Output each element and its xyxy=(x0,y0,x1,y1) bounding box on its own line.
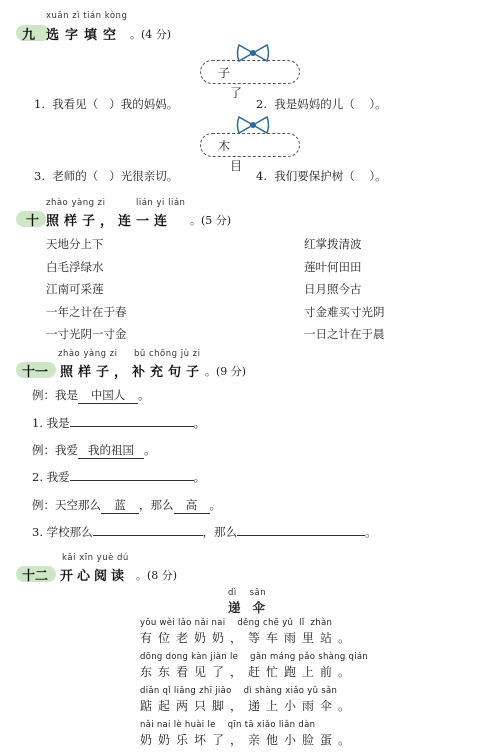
phrase-right[interactable]: 日月照今古 xyxy=(304,282,362,296)
pair-char: 木 xyxy=(217,139,230,153)
answer-blank[interactable] xyxy=(70,480,194,481)
sec9-title: 选字填空 xyxy=(46,28,123,43)
fill-item: 4. 我们要保护树（ ）。 xyxy=(256,169,387,183)
poem-line-pinyin: yǒu wèi lǎo nǎi nai děng chē yǔ lǐ zhàn xyxy=(140,618,333,628)
fill-item: 1. 我看见（ ）我的妈妈。 xyxy=(34,97,179,111)
sec10-pinyin: lián yi lián xyxy=(136,198,186,208)
pair-char: 目 xyxy=(229,159,242,173)
sec11-title: 照样子，补充句子 xyxy=(60,365,205,380)
pair-char: 了 xyxy=(229,86,242,100)
question-1: 1. 我是 。 xyxy=(32,416,206,430)
poem-title-pinyin: dì sǎn xyxy=(228,588,267,598)
sec10-score: 。(5 分) xyxy=(190,214,232,227)
poem-line: 踮起两只脚，递上小雨伞。 xyxy=(140,699,357,713)
sec11-pinyin: zhào yàng zi xyxy=(58,349,118,359)
example-3: 例：天空那么 蓝 ，那么 高 。 xyxy=(32,498,221,512)
answer-blank[interactable] xyxy=(237,535,365,536)
poem-line-pinyin: dōng dong kàn jiàn le gǎn máng pǎo shàng qián xyxy=(140,652,369,662)
phrase-right[interactable]: 莲叶何田田 xyxy=(304,259,362,274)
left-phrases xyxy=(46,233,127,346)
sec12-title: 开心阅读 xyxy=(60,569,129,584)
poem-line: 奶奶乐坏了，亲他小脸蛋。 xyxy=(140,733,357,747)
sec12-score: 。(8 分) xyxy=(136,569,178,582)
question-2: 2. 我爱 。 xyxy=(32,470,206,484)
character-pair-box xyxy=(200,60,300,100)
sec11-pinyin: bǔ chōng jù zi xyxy=(134,349,201,359)
poem-line: 有位老奶奶，等车雨里站。 xyxy=(140,631,357,645)
pair-char: 子 xyxy=(217,66,230,80)
poem-line-pinyin: nǎi nai lè huài le qīn tā xiǎo liǎn dàn xyxy=(140,720,316,730)
sec12-pinyin: kāi xīn yuè dú xyxy=(62,553,129,563)
answer-blank[interactable] xyxy=(70,426,194,427)
phrase-left[interactable]: 一寸光阴一寸金 xyxy=(46,327,127,341)
character-pair-box xyxy=(200,133,300,173)
phrase-right[interactable]: 红掌拨清波 xyxy=(304,237,362,251)
sec11-score: 。(9 分) xyxy=(205,365,247,378)
phrase-left[interactable]: 江南可采莲 xyxy=(46,282,104,296)
sec12-number: 十二 xyxy=(22,569,49,584)
fill-item: 3. 老师的（ ）光很亲切。 xyxy=(34,169,179,183)
sec10-number: 十 xyxy=(26,214,40,229)
sec11-number: 十一 xyxy=(22,365,49,380)
phrase-right[interactable]: 寸金难买寸光阴 xyxy=(304,304,385,319)
poem-title: 递伞 xyxy=(228,600,278,615)
fill-item: 2. 我是妈妈的儿（ ）。 xyxy=(256,97,387,111)
sec10-title: 照样子，连一连 xyxy=(46,214,173,229)
sec9-score: 。(4 分) xyxy=(130,28,172,41)
example-2: 例：我爱 我的祖国 。 xyxy=(32,443,156,457)
phrase-right[interactable]: 一日之计在于晨 xyxy=(304,327,385,341)
sec10-pinyin: zhào yàng zi xyxy=(46,198,106,208)
sec9-number: 九 xyxy=(22,28,36,43)
answer-blank[interactable] xyxy=(93,535,203,536)
right-phrases xyxy=(304,233,385,346)
phrase-left[interactable]: 天地分上下 xyxy=(46,237,104,251)
phrase-left[interactable]: 一年之计在于春 xyxy=(46,304,127,319)
phrase-left[interactable]: 白毛浮绿水 xyxy=(46,259,104,274)
poem-line-pinyin: diǎn qǐ liǎng zhī jiǎo dì shàng xiǎo yǔ sǎn xyxy=(140,686,338,696)
example-1: 例：我是 中国人 。 xyxy=(32,388,150,402)
poem-line: 东东看见了，赶忙跑上前。 xyxy=(140,665,357,679)
question-3: 3. 学校那么 ，那么 。 xyxy=(32,525,377,539)
sec9-pinyin: xuǎn zì tián kòng xyxy=(46,11,128,21)
